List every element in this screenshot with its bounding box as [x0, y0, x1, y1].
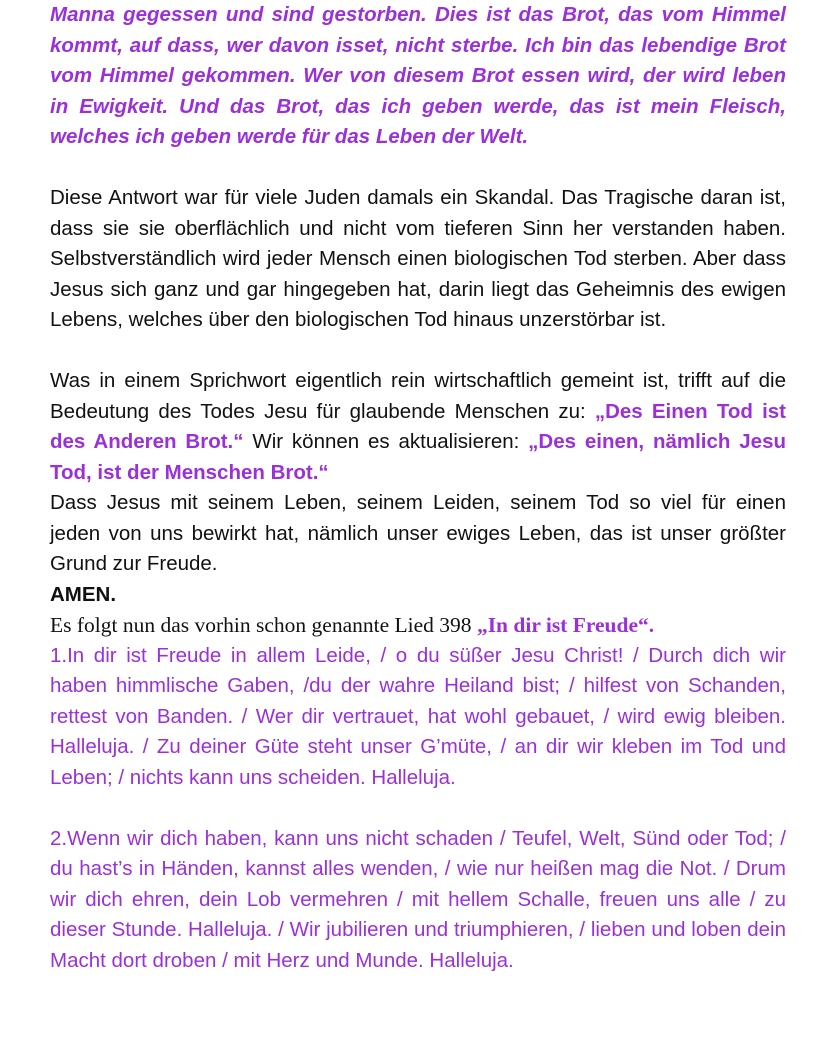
- amen-line: AMEN.: [50, 582, 117, 606]
- actualized-quote: „Des einen, nämlich Jesu Tod, ist der Menschen Brot.“: [50, 430, 787, 484]
- document-page: [50, 0, 786, 976]
- paragraph-freude: Dass Jesus mit seinem Leben, seinem Leiden, seinem Tod so viel für einen jeden von uns bewirkt hat, nämlich unser ewiges Leben, das ist unser größter Grund zur Freude.: [50, 491, 786, 575]
- song-intro: [50, 610, 786, 641]
- spacer: [50, 153, 786, 184]
- hymn-verse-1: 1.In dir ist Freude in allem Leide, / o du süßer Jesu Christ! / Durch dich wir haben himmlische Gaben, /du der wahre Heiland bist; / hilfest von Schanden, rettest von Banden. / Wer dir vertrauet, hat wohl gebauet, / wird ewig bleiben. Halleluja. / Zu deiner Güte steht unser G’müte, / an dir wir kleben im Tod und Leben; / nichts kann uns scheiden. Halleluja.: [50, 643, 786, 789]
- song-intro-text: Es folgt nun das vorhin schon genannte Lied 398: [50, 613, 477, 637]
- spacer: [50, 336, 786, 367]
- sprichwort-text-2: Wir können es aktualisieren:: [243, 430, 529, 453]
- proverb-quote: „Des Einen Tod ist des Anderen Brot.“: [50, 399, 786, 453]
- hymn-verse-2: 2.Wenn wir dich haben, kann uns nicht schaden / Teufel, Welt, Sünd oder Tod; / du hast’s in Händen, kannst alles wenden, / wie nur heißen mag die Not. / Drum wir dich ehren, dein Lob vermehren / mit hellem Schalle, freuen uns alle / zu dieser Stunde. Halleluja. / Wir jubilieren und triumphieren, / lieben und loben dein Macht dort droben / mit Herz und Munde. Halleluja.: [50, 826, 786, 972]
- spacer: [50, 793, 786, 824]
- paragraph-skandal: Diese Antwort war für viele Juden damals ein Skandal. Das Tragische daran ist, dass sie sie oberflächlich und nicht vom tieferen Sinn her verstanden haben. Selbstverständlich wird jeder Mensch einen biologischen Tod sterben. Aber dass Jesus sich ganz und gar hingegeben hat, darin liegt das Geheimnis des ewigen Lebens, welches über den biologischen Tod hinaus unzerstörbar ist.: [50, 186, 786, 331]
- bible-quote: Manna gegessen und sind gestorben. Dies ist das Brot, das vom Himmel kommt, auf dass, wer davon isset, nicht sterbe. Ich bin das lebendige Brot vom Himmel gekommen. Wer von diesem Brot essen wird, der wird leben in Ewigkeit. Und das Brot, das ich geben werde, das ist mein Fleisch, welches ich geben werde für das Leben der Welt.: [50, 3, 786, 148]
- sprichwort-text-1: Was in einem Sprichwort eigentlich rein wirtschaftlich gemeint ist, trifft auf die Bedeutung des Todes Jesu für glaubende Menschen zu:: [50, 369, 786, 423]
- song-title: „In dir ist Freude“.: [476, 613, 655, 637]
- paragraph-sprichwort: [50, 366, 786, 488]
